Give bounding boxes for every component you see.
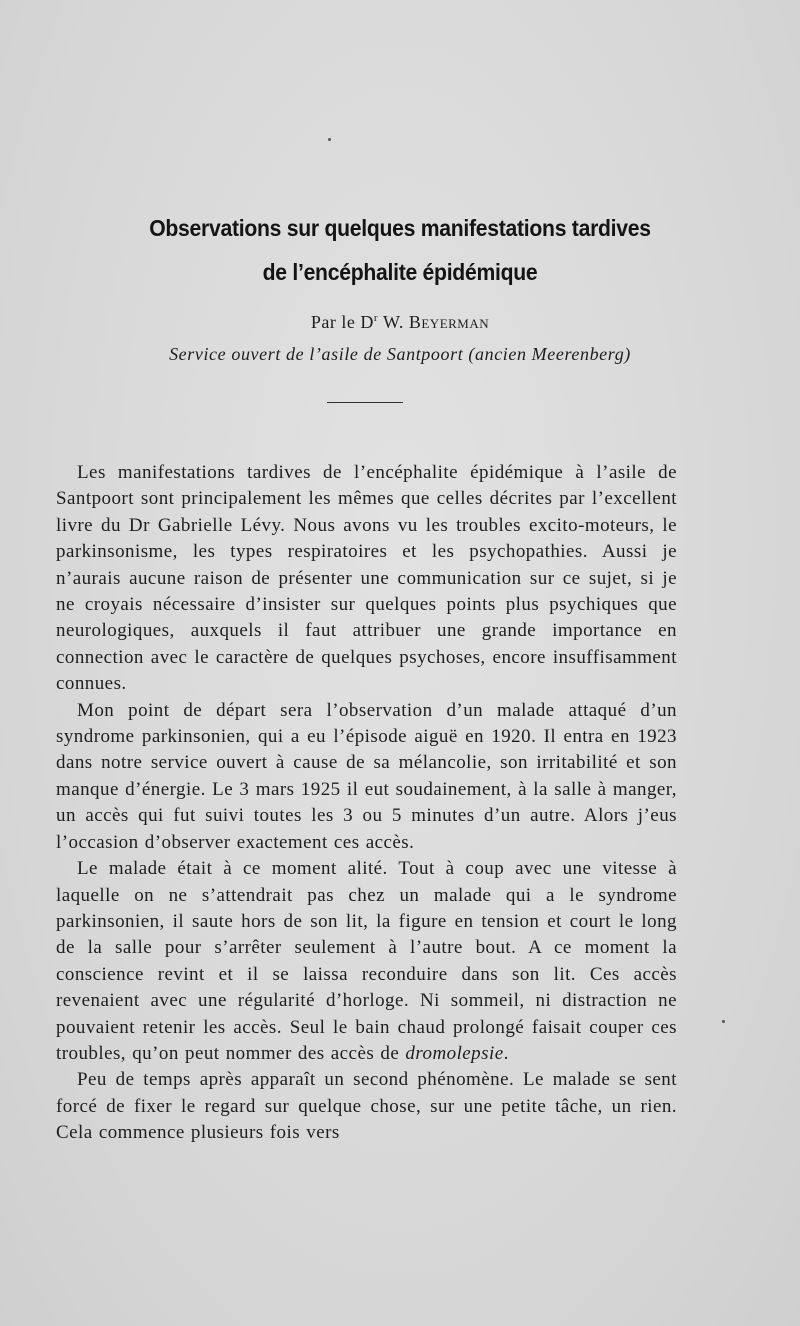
emphasis-dromolepsie: dromolepsie [405, 1042, 504, 1064]
paragraph-3-end: . [503, 1042, 509, 1064]
paragraph-2: Mon point de départ sera l’observation d’un malade attaqué d’un syndrome parkinsonien, qui a eu l’épisode aiguë en 1920. Il entra en 1923 dans notre service ouvert à cause de sa mélancolie, son irritabilité et son manque d’énergie. Le 3 mars 1925 il eut soudainement, à la salle à manger, un accès qui fut suivi toutes les 3 ou 5 minutes d’un autre. Alors j’eus l’occasion d’observer exactement ces accès. [56, 699, 677, 853]
paragraph-3 [56, 856, 677, 1067]
paragraph-4: Peu de temps après apparaît un second phénomène. Le malade se sent forcé de fixer le regard sur quelque chose, sur une petite tâche, un rien. Cela commence plusieurs fois vers [56, 1069, 677, 1144]
byline-sup: r [373, 312, 379, 324]
paragraph-1: Les manifestations tardives de l’encéphalite épidémique à l’asile de Santpoort sont principalement les mêmes que celles décrites par l’excellent livre du Dr Gabrielle Lévy. Nous avons vu les troubles excito-moteurs, le parkinsonisme, les types respiratoires et les psychopathies. Aussi je n’aurais aucune raison de présenter une communication sur ce sujet, si je ne croyais nécessaire d’insister sur quelques points plus psychiques que neurologiques, auxquels il faut attribuer une grande importance en connection avec le caractère de quelques psychoses, encore insuffisamment connues. [56, 462, 677, 695]
author-name: W. Beyerman [383, 312, 490, 332]
article-title [32, 206, 768, 294]
paper-speck [328, 138, 331, 141]
article-body [56, 460, 677, 1147]
paper-speck [722, 1020, 725, 1023]
section-divider [327, 402, 403, 403]
title-line-2: de l’encéphalite épidémique [262, 259, 538, 285]
affiliation: Service ouvert de l’asile de Santpoort (ancien Meerenberg) [169, 344, 631, 364]
byline [0, 312, 800, 333]
title-line-1: Observations sur quelques manifestations tardives [149, 215, 651, 241]
byline-prefix: Par le D [310, 312, 374, 332]
paragraph-3-text: Le malade était à ce moment alité. Tout à coup avec une vitesse à laquelle on ne s’attendrait pas chez un malade qui a le syndrome parkinsonien, il saute hors de son lit, la figure en tension et court le long de la salle pour s’arrêter seulement à l’autre bout. A ce moment la conscience revint et il se laissa reconduire dans son lit. Ces accès revenaient avec une régularité d’horloge. Ni sommeil, ni distraction ne pouvaient retenir les accès. Seul le bain chaud prolongé faisait couper ces troubles, qu’on peut nommer des accès de [56, 858, 677, 1064]
